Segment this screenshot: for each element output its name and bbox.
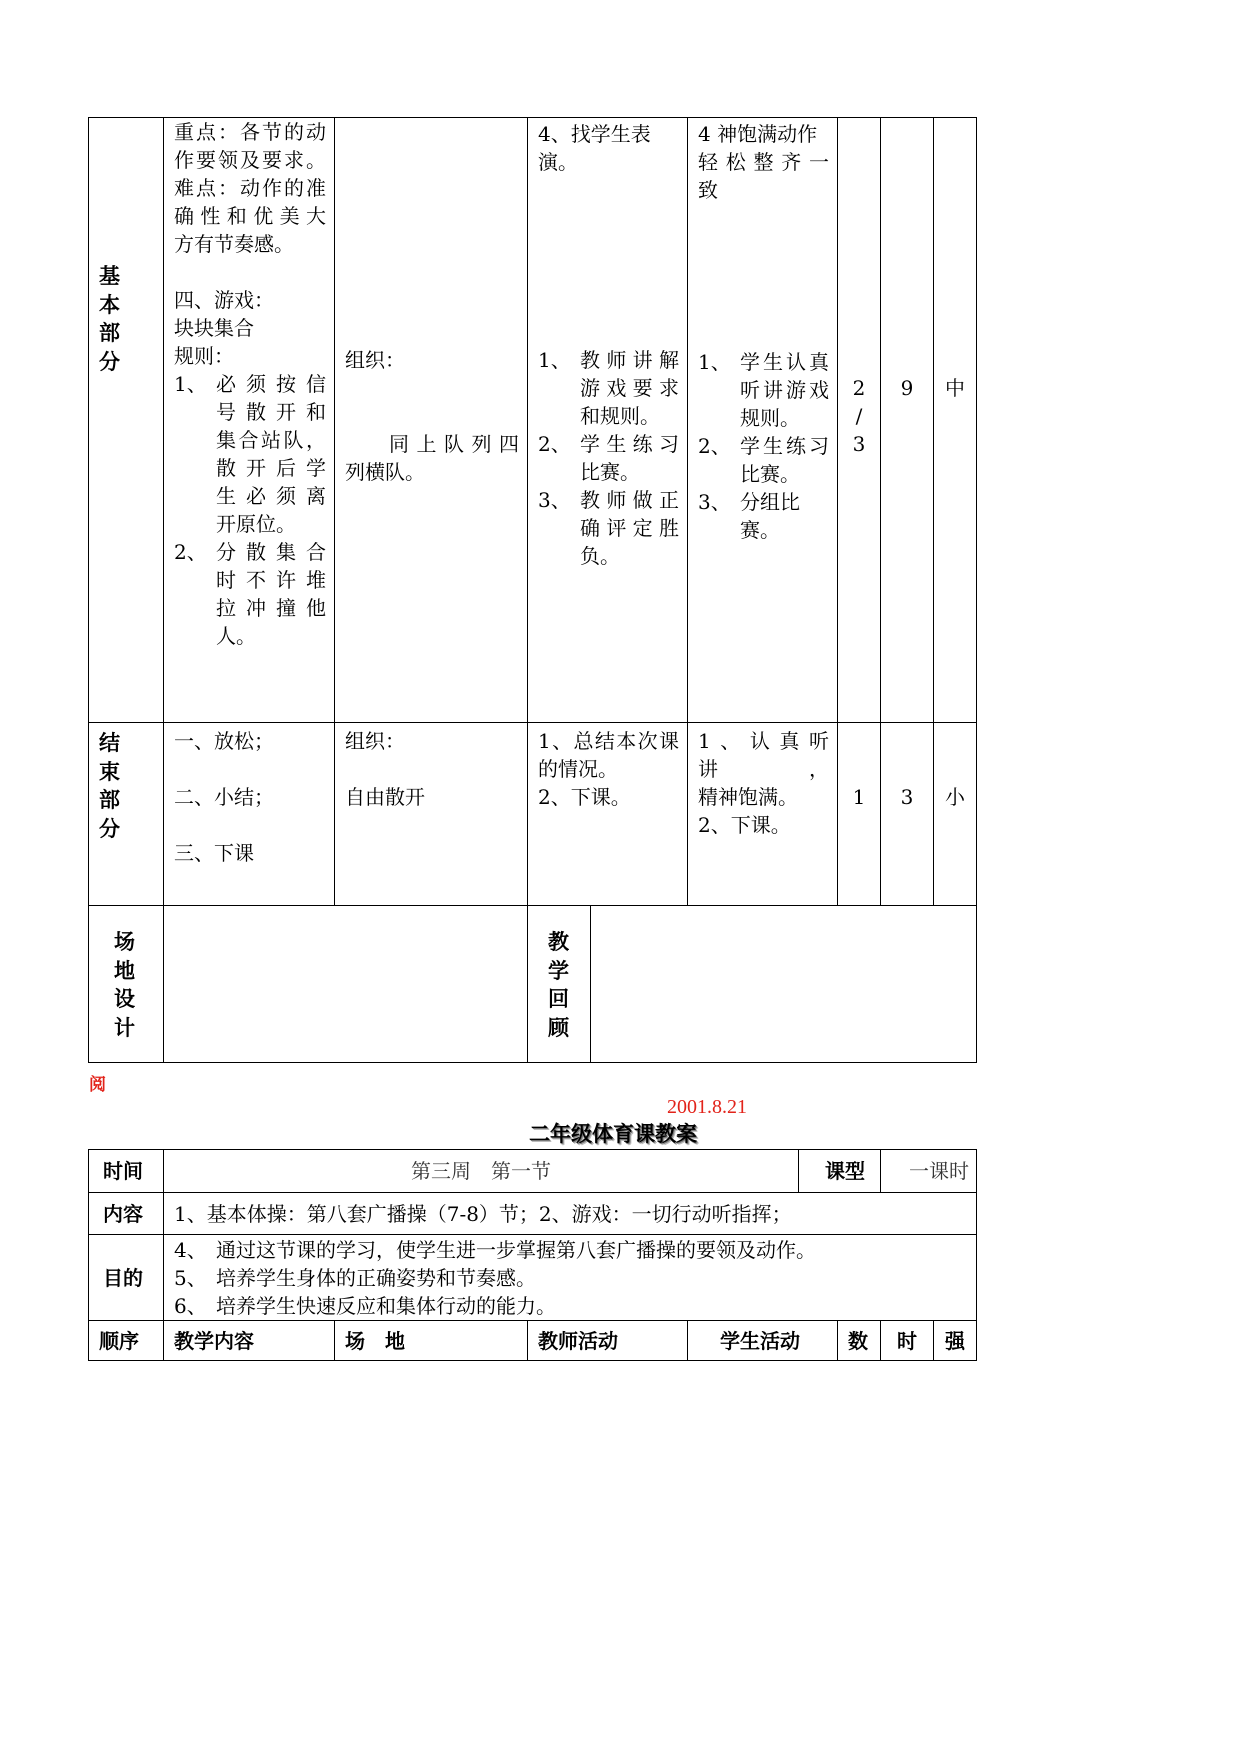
ending-student-cell: 1、认真听讲， 精神饱满。 2、下课。 [688,723,838,906]
basic-content-cell [164,118,335,723]
key-point-line: 重点：各节的动 [174,120,326,144]
date-stamp: 2001.8.21 [667,1096,747,1118]
header-venue: 场 地 [335,1321,528,1361]
teaching-review-cell [528,906,977,1063]
game-title: 四、游戏： [174,288,274,312]
venue-line: 同上队列四 [389,432,519,456]
teaching-review-label: 教 学 回 顾 [528,906,591,1062]
content-label: 内容 [89,1193,164,1235]
difficulty-line: 确性和优美大 [174,204,326,228]
design-review-row [89,906,977,1063]
venue-design-label: 场 地 设 计 [89,906,164,1063]
difficulty-line: 难点：动作的准 [174,176,326,200]
time-value: 第三周 第一节 [164,1150,799,1193]
basic-section-label: 基 本 部 分 [89,118,164,723]
header-content: 教学内容 [164,1321,335,1361]
rule-item: 2、 分散集合 时不许堆 拉冲撞他 人。 [174,540,326,648]
basic-time-cell: 9 [881,118,934,723]
header-count: 数 [848,1329,868,1353]
page-title: 二年级体育课教案 [529,1122,697,1146]
header-order: 顺序 [89,1321,164,1361]
basic-student-cell: 4 神饱满动作 轻松整齐一 致 1、 学生认真 听讲游戏 规则。 2、 学生练习 比赛。 3、 分组比赛。 [688,118,838,723]
teacher-item: 3、 教师做正 确评定胜 负。 [538,488,679,568]
ending-intensity-cell: 小 [934,723,977,906]
stray-mark: 阅 [89,1075,106,1095]
venue-line: 列横队。 [345,460,425,484]
teacher-top: 4、找学生表演。 [538,122,651,174]
content-value: 1、基本体操：第八套广播操（7-8）节；2、游戏：一切行动听指挥； [164,1193,977,1235]
ending-teacher-cell: 1、总结本次课 的情况。 2、下课。 [528,723,688,906]
lesson-plan-header-table [88,1149,977,1361]
basic-teacher-cell [528,118,688,723]
header-time: 时 [881,1321,934,1361]
goal-label: 目的 [89,1235,164,1321]
key-point-line: 作要领及要求。 [174,148,326,172]
ending-content-cell: 一、放松； 二、小结； 三、下课 [164,723,335,906]
time-row [89,1150,977,1193]
basic-intensity-cell: 中 [934,118,977,723]
basic-venue-cell [335,118,528,723]
difficulty-line: 方有节奏感。 [174,232,294,256]
student-item: 2、 学生练习 比赛。 [698,434,829,486]
ending-count-cell: 1 [838,723,881,906]
content-row [89,1193,977,1235]
goal-item: 5、 培养学生身体的正确姿势和节奏感。 [174,1265,536,1290]
lesson-table [88,117,977,1063]
goal-row [89,1235,977,1321]
type-value: 一课时 [881,1150,977,1193]
venue-design-area[interactable] [164,906,528,1063]
column-header-row [89,1321,977,1361]
ending-time-cell: 3 [881,723,934,906]
rule-item: 1、 必须按信 号散开和 集合站队， 散开后学 生必须离 开原位。 [174,372,326,536]
header-student: 学生活动 数 [688,1321,881,1361]
rules-title: 规则： [174,344,234,368]
type-label: 课型 [799,1150,881,1193]
student-item: 3、 分组比赛。 [698,490,800,542]
goal-item: 4、 通过这节课的学习，使学生进一步掌握第八套广播操的要领及动作。 [174,1237,816,1262]
time-label: 时间 [89,1150,164,1193]
ending-part-row [89,723,977,906]
game-name: 块块集合 [174,316,254,340]
venue-label: 组织： [345,348,405,372]
header-intensity: 强 [934,1321,977,1361]
student-item: 1、 学生认真 听讲游戏 规则。 [698,350,829,430]
teacher-item: 1、 教师讲解 游戏要求 和规则。 [538,348,679,428]
teacher-item: 2、 学生练习 比赛。 [538,432,679,484]
header-teacher: 教师活动 [528,1321,688,1361]
ending-venue-cell: 组织： 自由散开 [335,723,528,906]
goal-item: 6、 培养学生快速反应和集体行动的能力。 [174,1293,556,1318]
basic-count-cell: 2 / 3 [838,118,881,723]
basic-part-row [89,118,977,723]
ending-section-label: 结 束 部 分 [89,723,164,906]
